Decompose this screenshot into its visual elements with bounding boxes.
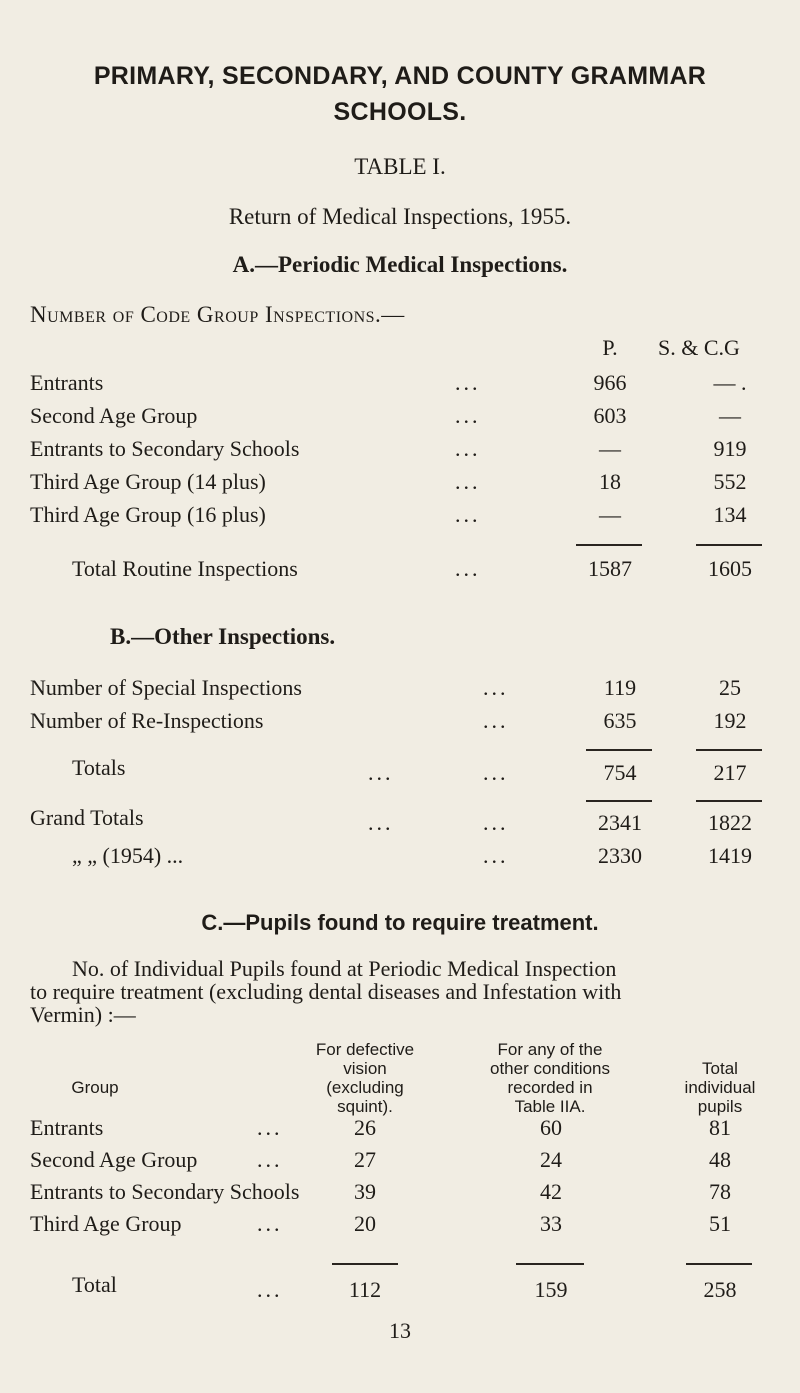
- divider: [696, 800, 762, 802]
- row-dots: ...: [483, 675, 509, 700]
- page-title-line2: SCHOOLS.: [333, 98, 467, 126]
- grand-totals-label: Grand Totals: [30, 805, 144, 830]
- total-value-sc: 1605: [708, 556, 752, 581]
- row-value-sc: 25: [719, 675, 741, 700]
- row-dots: ...: [455, 556, 481, 581]
- divider: [576, 544, 642, 546]
- prev-totals-value-sc: 1419: [708, 843, 752, 868]
- total-label: Total: [72, 1272, 117, 1297]
- section-c-paragraph-line3: Vermin) :—: [30, 1002, 136, 1027]
- row-dots: ...: [455, 469, 481, 494]
- row-label: Entrants: [30, 1115, 104, 1140]
- prev-totals-value-p: 2330: [598, 843, 642, 868]
- row-value-vision: 26: [354, 1115, 376, 1140]
- row-value-sc: —: [719, 403, 741, 428]
- page-number: 13: [389, 1318, 411, 1343]
- divider: [586, 800, 652, 802]
- table-label: TABLE I.: [354, 154, 446, 179]
- row-value-other: 24: [540, 1147, 562, 1172]
- row-label: Entrants: [30, 370, 104, 395]
- col-header-sc: S. & C.G: [658, 335, 740, 360]
- section-c-heading: C.—Pupils found to require treatment.: [201, 910, 599, 935]
- row-value-sc: — .: [713, 370, 747, 395]
- section-c-paragraph-line1: No. of Individual Pupils found at Periodic Medical Inspection: [72, 956, 617, 981]
- row-dots: ...: [483, 760, 509, 785]
- col-header-total: Total individual pupils: [684, 1059, 756, 1116]
- row-label: Number of Re-Inspections: [30, 708, 264, 733]
- row-dots: ...: [455, 502, 481, 527]
- row-dots: ...: [483, 843, 509, 868]
- grand-totals-value-p: 2341: [598, 810, 642, 835]
- page-title: PRIMARY, SECONDARY, AND COUNTY GRAMMAR: [93, 62, 707, 90]
- divider: [332, 1263, 398, 1265]
- row-label: Entrants to Secondary Schools: [30, 1179, 300, 1204]
- row-value-p: 635: [603, 708, 637, 733]
- row-value-vision: 39: [354, 1179, 376, 1204]
- col-header-group: Group: [71, 1078, 119, 1097]
- col-header-vision: For defective vision (excluding squint).: [315, 1040, 415, 1116]
- row-value-sc: 134: [713, 502, 747, 527]
- row-dots: ...: [257, 1115, 283, 1140]
- row-value-sc: 919: [713, 436, 747, 461]
- totals-value-sc: 217: [713, 760, 747, 785]
- row-value-total: 51: [709, 1211, 731, 1236]
- section-a-heading: A.—Periodic Medical Inspections.: [232, 252, 568, 277]
- row-label: Third Age Group (14 plus): [30, 469, 266, 494]
- col-header-other: For any of the other conditions recorded in Table IIA.: [489, 1040, 611, 1116]
- row-value-other: 60: [540, 1115, 562, 1140]
- row-dots: ...: [483, 708, 509, 733]
- section-c-paragraph-line2: to require treatment (excluding dental diseases and Infestation with: [30, 979, 622, 1004]
- row-dots: ...: [257, 1147, 283, 1172]
- row-dots: ...: [368, 760, 394, 785]
- section-a-subheading: Number of Code Group Inspections.—: [30, 302, 405, 327]
- row-label: Third Age Group (16 plus): [30, 502, 266, 527]
- total-value-total: 258: [703, 1277, 737, 1302]
- row-dots: ...: [257, 1277, 283, 1302]
- divider: [696, 749, 762, 751]
- prev-totals-label: „ „ (1954) ...: [72, 843, 184, 868]
- row-dots: ...: [483, 810, 509, 835]
- row-label: Second Age Group: [30, 1147, 198, 1172]
- row-dots: ...: [368, 810, 394, 835]
- divider: [696, 544, 762, 546]
- row-value-p: —: [599, 436, 621, 461]
- row-value-sc: 192: [713, 708, 747, 733]
- row-dots: ...: [455, 403, 481, 428]
- return-title: Return of Medical Inspections, 1955.: [228, 204, 572, 229]
- row-value-p: 603: [593, 403, 627, 428]
- divider: [516, 1263, 584, 1265]
- row-label: Third Age Group: [30, 1211, 182, 1236]
- total-value-p: 1587: [588, 556, 632, 581]
- row-label: Second Age Group: [30, 403, 198, 428]
- grand-totals-value-sc: 1822: [708, 810, 752, 835]
- row-value-total: 81: [709, 1115, 731, 1140]
- row-dots: ...: [257, 1211, 283, 1236]
- total-value-other: 159: [534, 1277, 568, 1302]
- totals-label: Totals: [72, 755, 126, 780]
- row-value-other: 33: [540, 1211, 562, 1236]
- row-value-other: 42: [540, 1179, 562, 1204]
- row-label: Entrants to Secondary Schools: [30, 436, 300, 461]
- section-b-heading: B.—Other Inspections.: [110, 624, 336, 649]
- row-dots: ...: [455, 436, 481, 461]
- row-value-p: 966: [593, 370, 627, 395]
- row-value-vision: 20: [354, 1211, 376, 1236]
- total-value-vision: 112: [348, 1277, 382, 1302]
- row-value-p: 119: [603, 675, 637, 700]
- totals-value-p: 754: [603, 760, 637, 785]
- row-value-p: —: [599, 502, 621, 527]
- divider: [586, 749, 652, 751]
- row-value-sc: 552: [713, 469, 747, 494]
- row-label: Number of Special Inspections: [30, 675, 302, 700]
- col-header-p: P.: [602, 335, 618, 360]
- divider: [686, 1263, 752, 1265]
- row-value-total: 78: [709, 1179, 731, 1204]
- row-value-vision: 27: [354, 1147, 376, 1172]
- row-value-total: 48: [709, 1147, 731, 1172]
- row-dots: ...: [455, 370, 481, 395]
- total-label: Total Routine Inspections: [72, 556, 298, 581]
- row-value-p: 18: [599, 469, 621, 494]
